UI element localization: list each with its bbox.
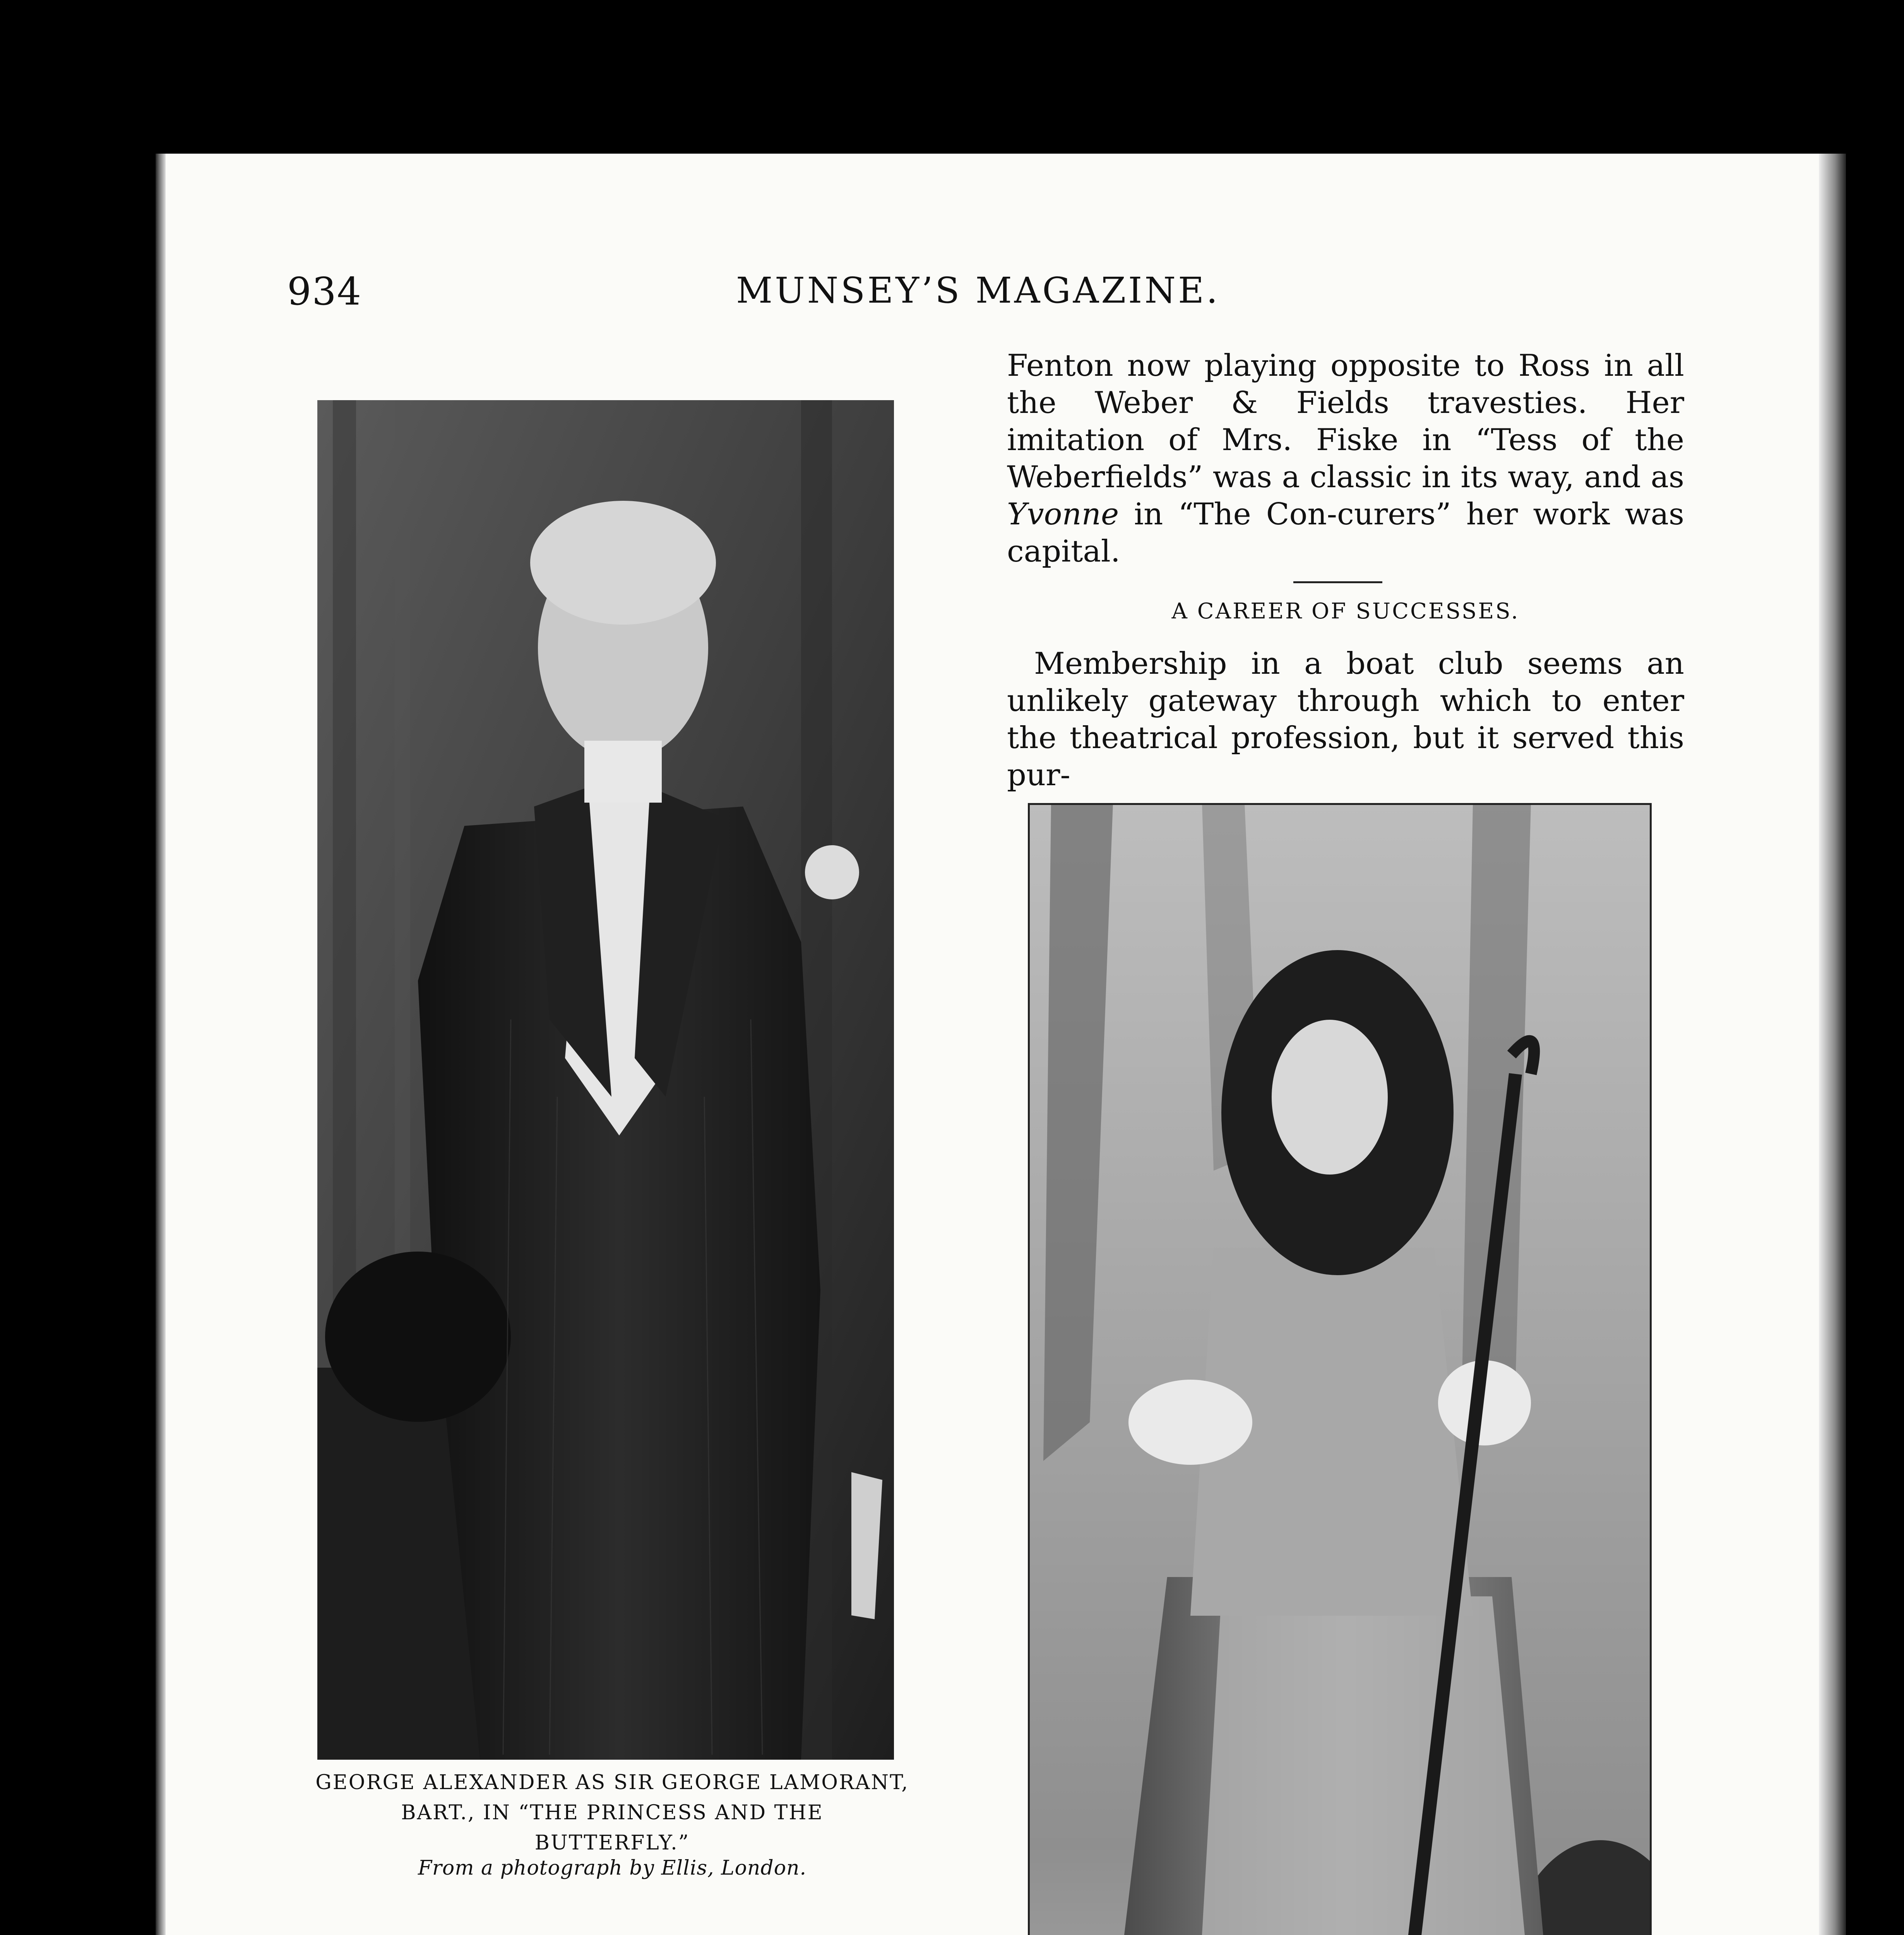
text-column-right-mid [1007,645,1684,794]
page-binding-shadow [156,154,166,1935]
section-heading: A CAREER OF SUCCESSES. [1171,599,1520,624]
photo-george-alexander-illustration [317,400,894,1760]
page-header [287,270,1603,328]
text-column-right-top [1007,347,1684,570]
italic-yvonne: Yvonne [1007,497,1119,532]
magazine-page [156,154,1846,1935]
paragraph-boat-club: Membership in a boat club seems an unlikely gateway through which to enter the theatrical profession, but it served this pur- [1007,646,1684,793]
caption-left-line-1: GEORGE ALEXANDER AS SIR GEORGE LAMORANT, [315,1771,909,1794]
caption-left-line-3: BUTTERFLY.” [534,1831,690,1855]
photo-dorothea-baird-illustration [1028,803,1652,1935]
page-number: 934 [287,270,362,314]
caption-left-line-2: BART., IN “THE PRINCESS AND THE [401,1801,824,1824]
section-divider [1293,581,1382,583]
running-title: MUNSEY’S MAGAZINE. [736,270,1220,311]
photo-george-alexander [317,400,894,1760]
photo-credit-left: From a photograph by Ellis, London. [418,1856,807,1880]
page-edge-shadow [1819,154,1846,1935]
photo-dorothea-baird [1028,803,1652,1935]
paragraph-fenton: Fenton now playing opposite to Ross in all the Weber & Fields travesties. Her imitation of Mrs. Fiske in “Tess of the Weberfields” was a classic in its way, and as Yvonne in “The Con-curers” her work was capital. [1007,348,1684,569]
caption-left [272,1767,953,1858]
